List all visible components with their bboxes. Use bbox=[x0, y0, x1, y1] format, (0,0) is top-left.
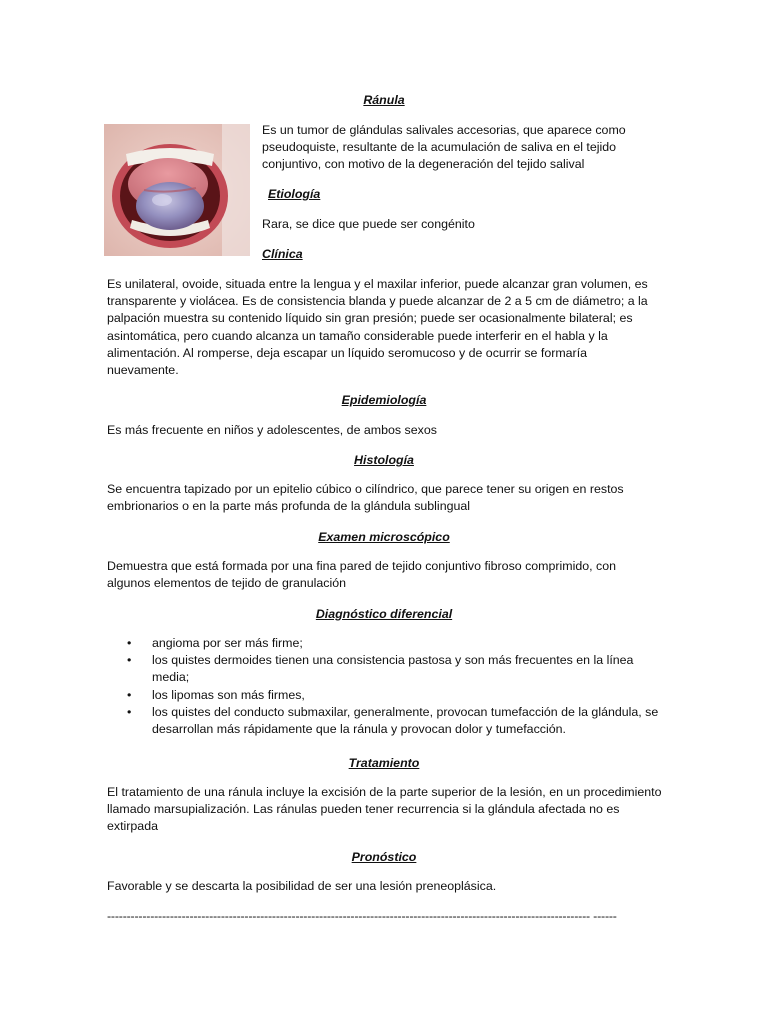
clinica-heading: Clínica bbox=[262, 247, 303, 261]
diagnostico-list bbox=[107, 635, 662, 738]
intro-text: Es un tumor de glándulas salivales accesorias, que aparece como pseudoquiste, resultante de la acumulación de saliva en el tejido conjuntivo, con motivo de la degeneración del tejido salival bbox=[262, 123, 626, 172]
pronostico-heading: Pronóstico bbox=[351, 850, 417, 864]
list-item-text: los quistes del conducto submaxilar, generalmente, provocan tumefacción de la glándula, se desarrollan más rápidamente que la ránula y provocan dolor y tumefacción. bbox=[152, 704, 659, 737]
clinica-text: Es unilateral, ovoide, situada entre la lengua y el maxilar inferior, puede alcanzar gran volumen, es transparente y violácea. Es de consistencia blanda y puede alcanzar de 2 a 5 cm de diámetro; a la palpación muestra su contenido líquido sin gran presión; puede ser ocasionalmente bilateral; es asintomática, pero cuando alcanza un tamaño considerable puede interferir en el habla y la alimentación. Al romperse, deja escapar un líquido seromucoso y de ocurrir se formaría nuevamente. bbox=[107, 277, 648, 378]
etiologia-text: Rara, se dice que puede ser congénito bbox=[262, 217, 475, 231]
list-item-text: angioma por ser más firme; bbox=[152, 636, 303, 650]
histologia-heading: Histología bbox=[354, 453, 414, 467]
ranula-photo-image bbox=[104, 124, 250, 256]
tratamiento-heading: Tratamiento bbox=[348, 756, 420, 770]
epidemiologia-heading: Epidemiología bbox=[341, 393, 427, 407]
etiologia-heading: Etiología bbox=[268, 187, 321, 201]
ranula-photo bbox=[104, 124, 250, 256]
list-item bbox=[107, 704, 662, 738]
list-item-text: los quistes dermoides tienen una consistencia pastosa y son más frecuentes en la línea media; bbox=[152, 653, 634, 685]
bullet-marker: • bbox=[127, 687, 132, 702]
pronostico-text: Favorable y se descarta la posibilidad de ser una lesión preneoplásica. bbox=[107, 879, 497, 893]
epidemiologia-text: Es más frecuente en niños y adolescentes, de ambos sexos bbox=[107, 423, 437, 437]
examen-text: Demuestra que está formada por una fina pared de tejido conjuntivo fibroso comprimido, con algunos elementos de tejido de granulación bbox=[107, 559, 616, 591]
diagnostico-heading: Diagnóstico diferencial bbox=[315, 607, 453, 621]
examen-heading: Examen microscópico bbox=[318, 530, 450, 544]
list-item bbox=[107, 687, 662, 704]
list-item-text: los lipomas son más firmes, bbox=[152, 687, 305, 702]
histologia-text: Se encuentra tapizado por un epitelio cúbico o cilíndrico, que parece tener su origen en restos embrionarios o en la parte más profunda de la glándula sublingual bbox=[107, 482, 624, 514]
bullet-marker: • bbox=[127, 636, 132, 650]
bullet-marker: • bbox=[127, 704, 132, 719]
tratamiento-text: El tratamiento de una ránula incluye la excisión de la parte superior de la lesión, en un procedimiento llamado marsupialización. Las ránulas pueden tener recurrencia si la glándula afectada no es extirpada bbox=[107, 785, 662, 834]
list-item bbox=[107, 635, 662, 652]
document-title: Ránula bbox=[363, 93, 405, 107]
dashed-separator: --------------------------------------------------------------------------------------------------------------------------- ------ bbox=[107, 909, 617, 923]
list-item bbox=[107, 652, 662, 686]
bullet-marker: • bbox=[127, 653, 132, 668]
